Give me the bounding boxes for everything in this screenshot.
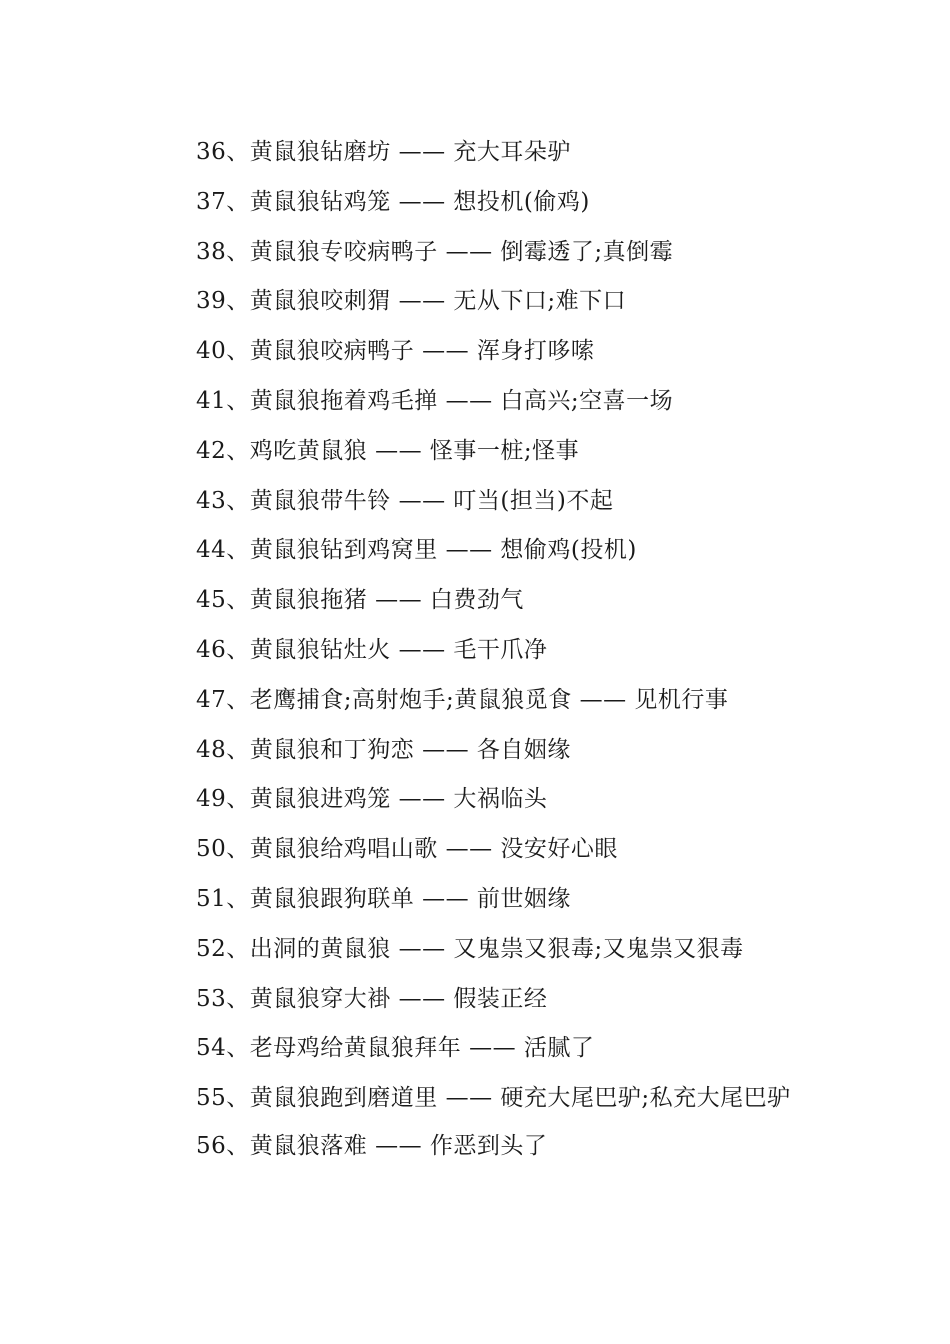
list-item: 42、鸡吃黄鼠狼 —— 怪事一桩;怪事 bbox=[196, 437, 580, 464]
list-item: 47、老鹰捕食;高射炮手;黄鼠狼觅食 —— 见机行事 bbox=[196, 686, 729, 713]
list-item: 54、老母鸡给黄鼠狼拜年 —— 活腻了 bbox=[196, 1035, 595, 1062]
list-item: 48、黄鼠狼和丁狗恋 —— 各自姻缘 bbox=[196, 736, 571, 763]
list-item: 41、黄鼠狼拖着鸡毛掸 —— 白高兴;空喜一场 bbox=[196, 387, 674, 414]
list-item: 49、黄鼠狼进鸡笼 —— 大祸临头 bbox=[196, 786, 548, 813]
list-item: 37、黄鼠狼钻鸡笼 —— 想投机(偷鸡) bbox=[196, 188, 590, 215]
list-item: 53、黄鼠狼穿大褂 —— 假装正经 bbox=[196, 985, 548, 1012]
list-item: 36、黄鼠狼钻磨坊 —— 充大耳朵驴 bbox=[196, 139, 571, 165]
list-item: 52、出洞的黄鼠狼 —— 又鬼祟又狠毒;又鬼祟又狠毒 bbox=[196, 935, 744, 962]
list-item: 40、黄鼠狼咬病鸭子 —— 浑身打哆嗦 bbox=[196, 338, 595, 365]
list-item: 43、黄鼠狼带牛铃 —— 叮当(担当)不起 bbox=[196, 487, 614, 514]
list-item: 45、黄鼠狼拖猪 —— 白费劲气 bbox=[196, 587, 524, 614]
list-item: 44、黄鼠狼钻到鸡窝里 —— 想偷鸡(投机) bbox=[196, 537, 637, 564]
list-item: 56、黄鼠狼落难 —— 作恶到头了 bbox=[196, 1133, 548, 1160]
list-item: 55、黄鼠狼跑到磨道里 —— 硬充大尾巴驴;私充大尾巴驴 bbox=[196, 1085, 791, 1112]
list-item: 38、黄鼠狼专咬病鸭子 —— 倒霉透了;真倒霉 bbox=[196, 238, 674, 265]
list-item: 39、黄鼠狼咬刺猬 —— 无从下口;难下口 bbox=[196, 288, 627, 315]
list-item: 51、黄鼠狼跟狗联单 —— 前世姻缘 bbox=[196, 885, 571, 912]
list-item: 50、黄鼠狼给鸡唱山歌 —— 没安好心眼 bbox=[196, 836, 618, 863]
riddle-list bbox=[145, 128, 825, 1172]
list-item: 46、黄鼠狼钻灶火 —— 毛干爪净 bbox=[196, 636, 548, 663]
